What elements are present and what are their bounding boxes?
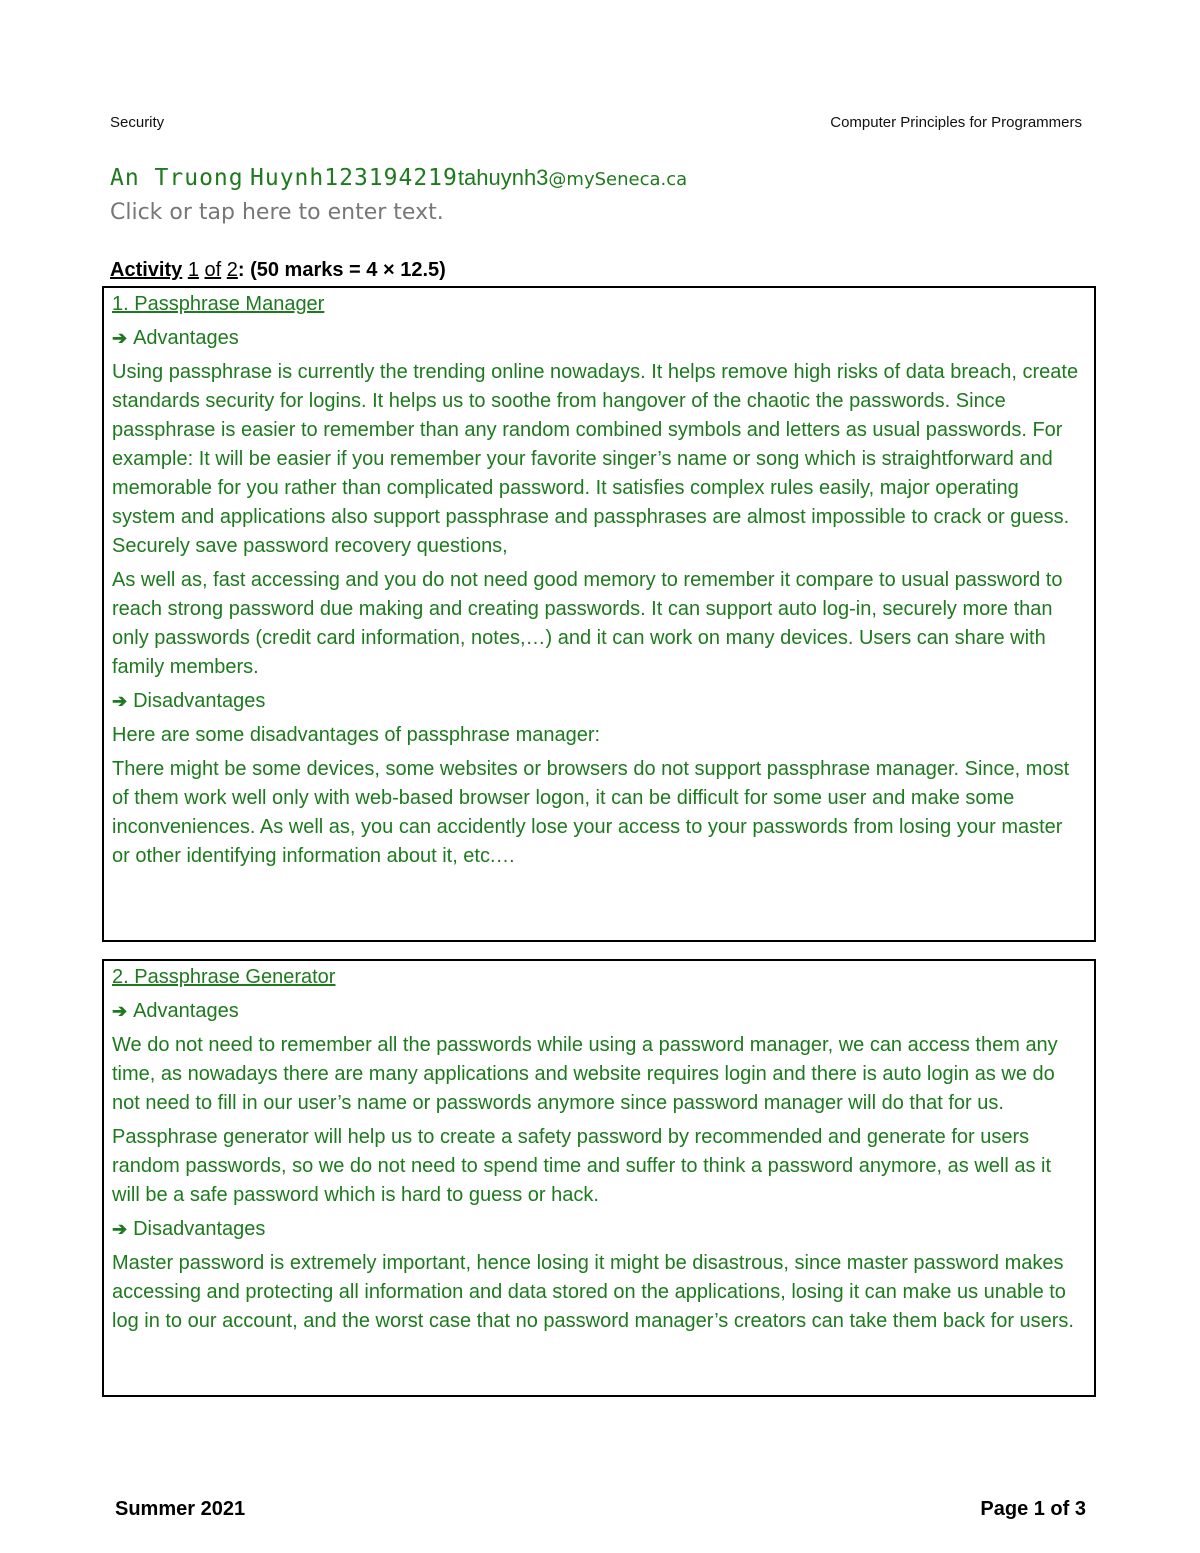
paragraph: There might be some devices, some websites or browsers do not support passphrase manager. Since, most of them work well only with web-based browser logon, it can be difficult for some user and make some inconveniences. As well as, you can accidently lose your access to your passwords from losing your master or other identifying information about it, etc.… [112,758,1070,867]
activity-number: 1 [187,259,199,281]
activity-label: Activity [110,259,183,281]
disadvantages-heading [112,1215,1084,1244]
footer-term: Summer 2021 [115,1498,246,1520]
student-email-user: tahuynh3 [457,165,549,190]
paragraph: Here are some disadvantages of passphrase manager: [112,724,601,746]
activity-of: of [204,259,222,281]
disadvantages-heading [112,687,1084,716]
advantages-heading [112,997,1084,1026]
disadvantages-label: Disadvantages [133,1218,266,1240]
arrow-right-icon: ➔ [112,328,128,348]
header-course-name: Computer Principles for Programmers [830,114,1082,131]
student-info[interactable] [110,164,687,191]
paragraph: As well as, fast accessing and you do not need good memory to remember it compare to usual password to reach strong password due making and creating passwords. It can support auto log-in, securely more than only passwords (credit card information, notes,…) and it can work on many devices. Users can share with family members. [112,569,1063,678]
section-title: 2. Passphrase Generator [112,966,336,988]
arrow-right-icon: ➔ [112,1219,128,1239]
section-title: 1. Passphrase Manager [112,293,325,315]
arrow-right-icon: ➔ [112,691,128,711]
paragraph: We do not need to remember all the passwords while using a password manager, we can access them any time, as nowadays there are many applications and website requires login and there is auto login as we do not need to fill in our user’s name or passwords anymore since password manager will do that for us. [112,1034,1058,1114]
footer-page-number: Page 1 of 3 [980,1498,1086,1520]
disadvantages-label: Disadvantages [133,690,266,712]
paragraph: Using passphrase is currently the trending online nowadays. It helps remove high risks of data breach, create standards security for logins. It helps us to soothe from hangover of the chaotic the passwords. Since passphrase is easier to remember than any random combined symbols and letters as usual passwords. For example: It will be easier if you remember your favorite singer’s name or song which is straightforward and memorable for you rather than complicated password. It satisfies complex rules easily, major operating system and applications also support passphrase and passphrases are almost impossible to crack or guess. Securely save password recovery questions, [112,361,1079,557]
advantages-label: Advantages [133,327,239,349]
student-email-domain: @mySeneca.ca [548,169,688,190]
student-last-name-id: Huynh123194219 [250,165,458,191]
paragraph: Master password is extremely important, hence losing it might be disastrous, since master password makes accessing and protecting all information and data stored on the applications, losing it can make us unable to log in to our account, and the worst case that no password manager’s creators can take them back for users. [112,1252,1074,1332]
arrow-right-icon: ➔ [112,1001,128,1021]
activity-heading [110,259,446,282]
answer-box-passphrase-manager[interactable] [102,286,1096,942]
header-course-topic: Security [110,114,165,131]
advantages-label: Advantages [133,1000,239,1022]
advantages-heading [112,324,1084,353]
student-first-name: An Truong [110,165,244,191]
activity-marks: : (50 marks = 4 × 12.5) [237,259,446,281]
paragraph: Passphrase generator will help us to create a safety password by recommended and generate for users random passwords, so we do not need to spend time and suffer to think a password anymore, as well as it will be a safe password which is hard to guess or hack. [112,1126,1052,1206]
activity-total: 2 [226,259,238,281]
text-placeholder-field[interactable]: Click or tap here to enter text. [110,200,444,225]
answer-box-passphrase-generator[interactable] [102,959,1096,1397]
